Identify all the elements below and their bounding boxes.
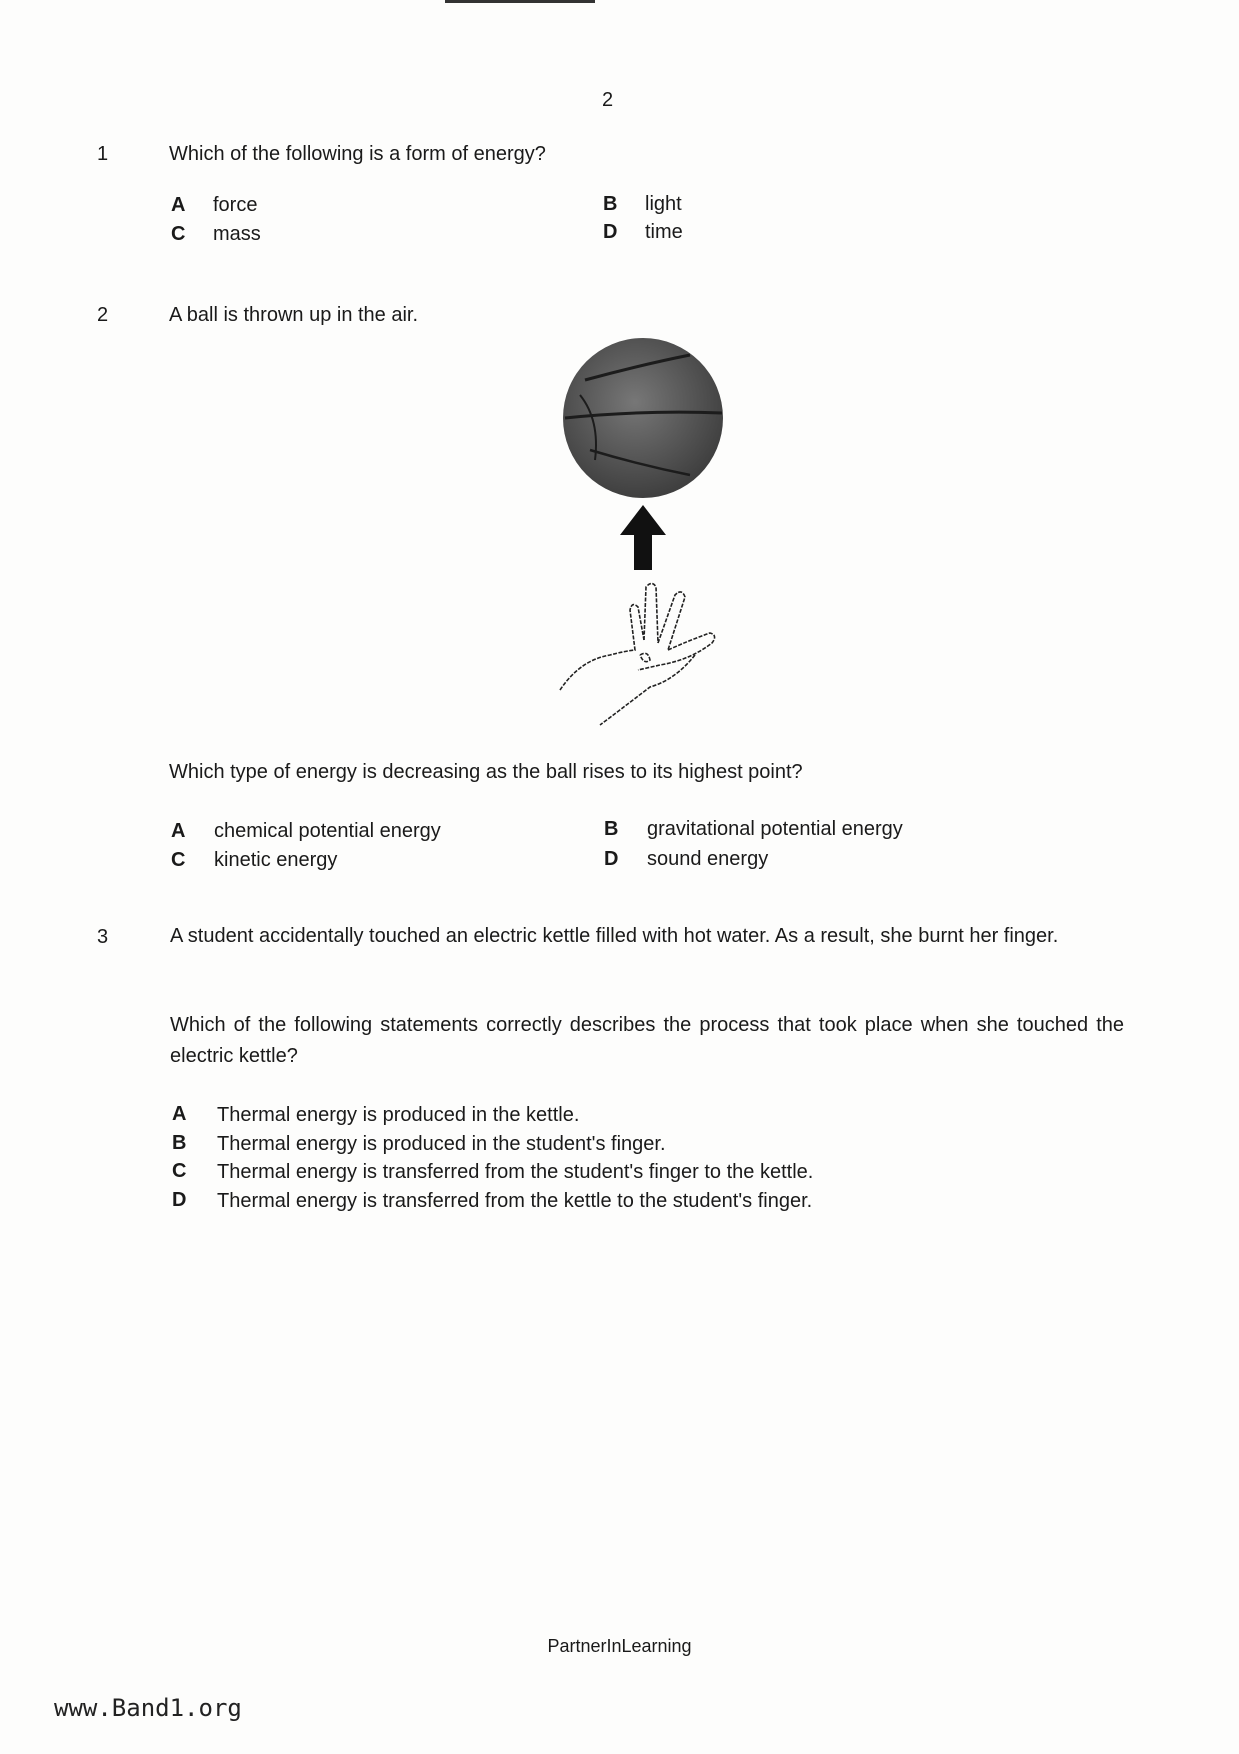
option-letter: A [171,194,186,216]
option-letter: B [603,193,618,215]
option-text: Thermal energy is produced in the kettle. [217,1104,580,1126]
option-letter: C [171,849,186,871]
option-text: gravitational potential energy [647,818,903,840]
option-text: force [213,194,258,216]
option-text: chemical potential energy [214,820,441,842]
question-stem: Which of the following statements correctly describes the process that took place when she touched the electric kettle? [170,1014,1124,1067]
question-stem: Which type of energy is decreasing as the ball rises to its highest point? [169,761,803,783]
question-stem: Which of the following is a form of energy? [169,143,546,165]
hand-icon [560,584,715,726]
option-letter: C [171,223,186,245]
basketball-icon [563,338,723,498]
option-letter: A [172,1103,187,1125]
question-intro: A ball is thrown up in the air. [169,304,419,326]
option-letter: D [603,221,618,243]
option-letter: B [172,1132,187,1154]
question-intro: A student accidentally touched an electric kettle filled with hot water. As a result, she burnt her finger. [170,925,1059,947]
option-letter: D [604,848,619,870]
option-text: sound energy [647,848,769,870]
option-letter: D [172,1189,187,1211]
option-text: mass [213,223,261,245]
question-number: 2 [97,304,109,326]
option-text: Thermal energy is transferred from the student's finger to the kettle. [217,1161,814,1183]
option-letter: C [172,1160,187,1182]
question-number: 3 [97,926,109,948]
question-number: 1 [97,143,109,165]
page-number: 2 [602,89,614,111]
option-text: time [645,221,683,243]
option-letter: A [171,820,186,842]
up-arrow-icon [620,505,666,570]
watermark-url: www.Band1.org [54,1694,242,1722]
ball-thrown-illustration [540,325,760,735]
option-letter: B [604,818,619,840]
option-text: kinetic energy [214,849,338,871]
footer-text: PartnerInLearning [547,1636,692,1656]
option-text: light [645,193,682,215]
option-text: Thermal energy is produced in the student's finger. [217,1133,666,1155]
top-rule [445,0,595,3]
option-text: Thermal energy is transferred from the kettle to the student's finger. [217,1190,813,1212]
